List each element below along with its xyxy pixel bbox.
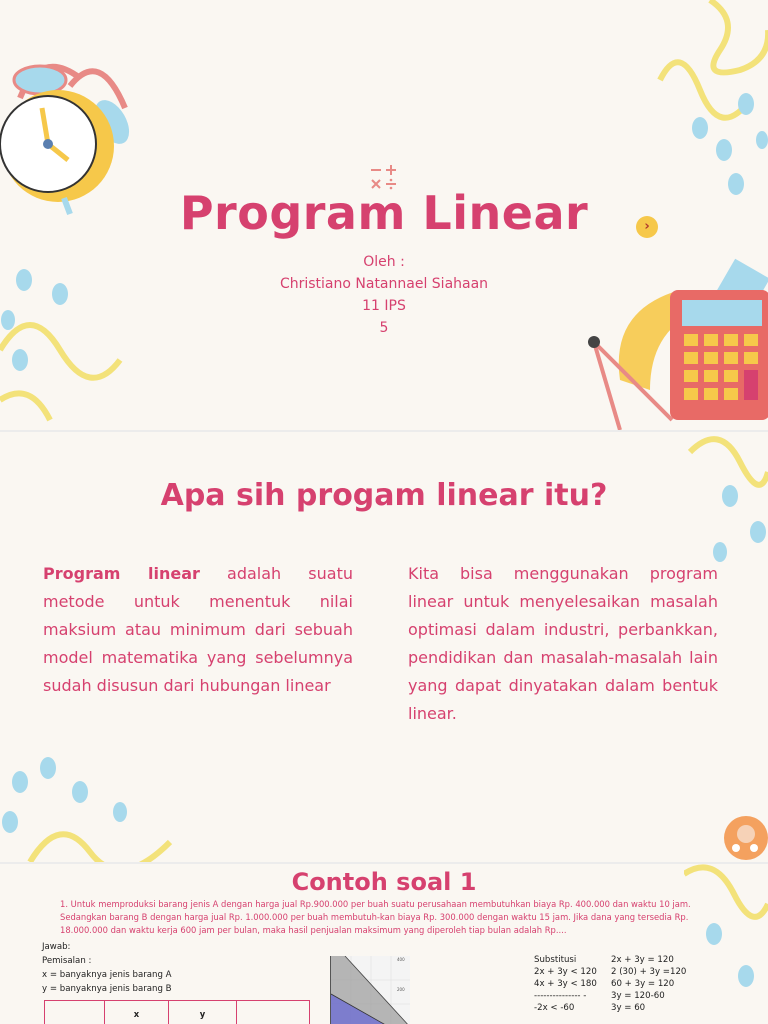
model-table: [44, 1000, 310, 1024]
table-row: [45, 1001, 310, 1024]
chevron-right-icon[interactable]: ›: [636, 216, 658, 238]
character-avatar-icon: [722, 810, 768, 862]
definition-text: adalah suatu metode untuk menentuk nilai maksium atau minimum dari sebuah model matematika yang sebelumnya sudah disusun dari hubungan linear: [43, 564, 353, 695]
student-number: 5: [379, 320, 389, 336]
table-cell: x: [105, 1001, 169, 1024]
table-cell: [237, 1001, 310, 1024]
author-name: Christiano Natannael Siahaan: [279, 276, 489, 292]
decor-squiggle-top-right: [650, 0, 768, 200]
decor-squiggle-bottom-left: [0, 752, 200, 862]
example-heading: Contoh soal 1: [291, 868, 477, 896]
slide-example: [0, 864, 768, 1024]
feasible-region-graph: [330, 956, 410, 1024]
answer-label: Jawab:: [42, 942, 71, 952]
graph-tick-label: 200: [397, 987, 405, 992]
substitution-steps-right: 2x + 3y = 120 2 (30) + 3y =120 60 + 3y = 120 3y = 120-60 3y = 60: [611, 955, 687, 1013]
graph-tick-label: 400: [397, 957, 405, 962]
by-label: Oleh :: [363, 254, 405, 270]
section-heading: Apa sih progam linear itu?: [160, 478, 608, 513]
slide-title: [0, 0, 768, 430]
table-cell: [45, 1001, 105, 1024]
table-cell: y: [169, 1001, 237, 1024]
slide-title-heading: Program Linear: [179, 186, 589, 240]
definition-paragraph: [43, 560, 353, 700]
question-text: 1. Untuk memproduksi barang jenis A dengan harga jual Rp.900.000 per buah suatu perusahaan membutuhkan biaya Rp. 400.000 dan waktu 10 jam. Sedangkan barang B dengan harga jual Rp. 1.000.000 per buah membutuh-kan biaya Rp. 300.000 dengan waktu 15 jam. Jika dana yang tersedia Rp. 18.000.000 dan waktu kerja 600 jam per bulan, maka hasil penjualan maksimum yang diperoleh tiap bulan adalah Rp....: [60, 899, 691, 935]
graph-plot: [331, 956, 410, 1024]
class-name: 11 IPS: [362, 298, 406, 314]
substitution-steps-left: Substitusi 2x + 3y < 120 4x + 3y < 180 --------------- - -2x < -60: [534, 955, 597, 1013]
pemisalan-label: Pemisalan :: [42, 956, 92, 966]
definition-term: Program linear: [43, 564, 200, 583]
x-definition: x = banyaknya jenis barang A: [42, 970, 172, 980]
slide-definition: [0, 432, 768, 862]
usage-paragraph: Kita bisa menggunakan program linear untuk menyelesaikan masalah optimasi dalam industri, perbankkan, pendidikan dan masalah-masalah lain yang dapat dinyatakan dalam bentuk linear.: [408, 564, 718, 723]
answer-block: [42, 940, 172, 996]
y-definition: y = banyaknya jenis barang B: [42, 984, 172, 994]
